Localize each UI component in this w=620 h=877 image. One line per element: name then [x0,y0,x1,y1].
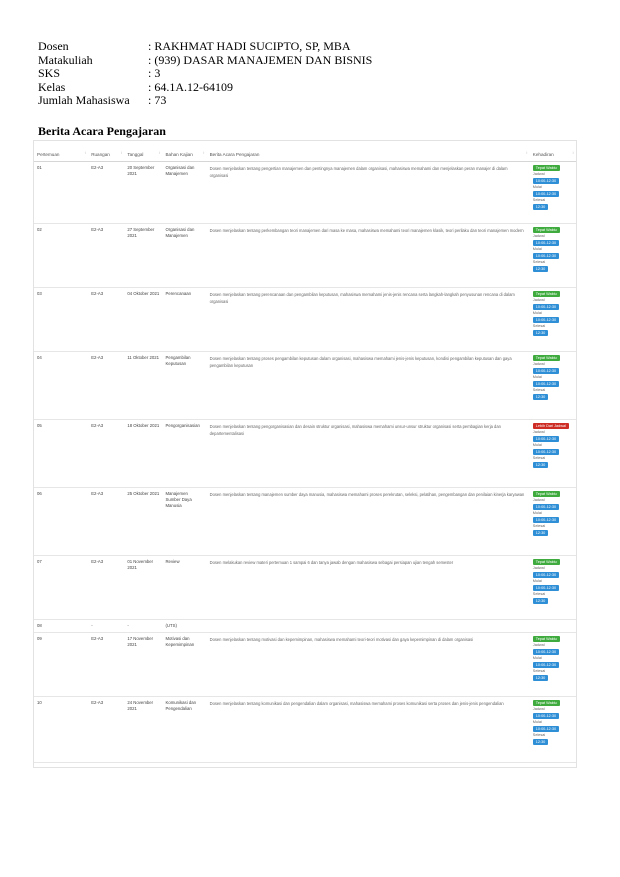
attendance-info [533,165,573,210]
attendance-info [533,291,573,336]
cell-kehadiran [530,223,576,287]
status-badge: Tepat Waktu [533,227,560,233]
jadwal-label: Jadwal [532,706,545,711]
table-row [34,696,576,762]
cell-bahan-kajian: Review [165,558,180,564]
info-row [38,81,598,95]
column-header-ruangan[interactable]: Ruangan ↕ [88,141,124,161]
column-header-berita-acara[interactable]: Berita Acara Pengajaran ↕ [207,141,530,161]
mulai-label: Mulai [532,374,542,379]
jadwal-time-badge: 10:00-12:30 [533,368,559,374]
cell-berita-acara: Dosen menjelaskan tentang perencanaan dan pengambilan keputusan, mahasiswa memahami jenis-jenis rencana serta langkah-langkah penyusunan rencana di dalam organisasi [209,291,515,304]
mulai-time-badge: 10:00-12:30 [533,253,559,259]
info-label: Dosen [38,39,69,53]
cell-tanggal: 27 September 2021 [127,226,155,238]
table-header-row [34,141,576,161]
selesai-label: Selesai [532,387,546,392]
cell-ruangan: - [91,622,93,628]
cell-tanggal: 25 Oktober 2021 [127,490,160,496]
table-row [34,419,576,487]
selesai-time-badge: 12:30 [533,530,549,536]
jadwal-time-badge: 10:00-12:30 [533,436,559,442]
cell-ruangan: E2-A3 [91,164,104,170]
table-row [34,555,576,619]
cell-ruangan: E2-A3 [91,699,104,705]
cell-ruangan: E2-A3 [91,635,104,641]
cell-bahan-kajian: Komunikasi dan Pengendalian [165,699,197,711]
cell-kehadiran [530,351,576,419]
mulai-label: Mulai [532,442,542,447]
status-badge: Tepat Waktu [533,291,560,297]
jadwal-time-badge: 10:00-12:30 [533,178,559,184]
cell-ruangan: E2-A3 [91,422,104,428]
selesai-time-badge: 12:30 [533,394,549,400]
mulai-time-badge: 10:00-12:30 [533,726,559,732]
cell-tanggal: - [127,622,129,628]
mulai-time-badge: 10:00-12:30 [533,191,559,197]
info-value: : 73 [148,93,167,107]
attendance-info [533,355,573,400]
info-row [38,54,598,68]
selesai-label: Selesai [532,323,546,328]
table-row [34,287,576,351]
mulai-time-badge: 10:00-12:30 [533,317,559,323]
cell-pertemuan: 02 [37,226,42,232]
cell-berita-acara: Dosen menjelaskan tentang manajemen sumber daya manusia, mahasiswa memahami proses perekrutan, seleksi, pelatihan, pengembangan dan penilaian kinerja karyawan [209,491,525,497]
cell-kehadiran [530,619,576,632]
jadwal-label: Jadwal [532,361,545,366]
jadwal-label: Jadwal [532,429,545,434]
cell-pertemuan: 03 [37,290,42,296]
jadwal-time-badge: 10:00-12:30 [533,713,559,719]
status-badge: Tepat Waktu [533,355,560,361]
cell-tanggal: 11 Oktober 2021 [127,354,160,360]
mulai-time-badge: 10:00-12:30 [533,449,559,455]
mulai-label: Mulai [532,719,542,724]
mulai-label: Mulai [532,246,542,251]
info-value: : 64.1A.12-64109 [148,79,233,94]
sort-icon: ↕ [120,149,123,155]
attendance-info [533,491,573,536]
jadwal-time-badge: 10:00-12:30 [533,504,559,510]
info-value: : 3 [148,66,161,80]
attendance-info [533,700,573,745]
jadwal-label: Jadwal [532,171,545,176]
cell-pertemuan: 04 [37,354,42,360]
jadwal-time-badge: 10:00-12:30 [533,240,559,246]
cell-ruangan: E2-A3 [91,558,104,564]
attendance-info [533,559,573,604]
mulai-label: Mulai [532,655,542,660]
cell-pertemuan: 01 [37,164,42,170]
column-header-bahan-kajian[interactable]: Bahan Kajian ↕ [162,141,206,161]
status-badge: Tepat Waktu [533,636,560,642]
selesai-time-badge: 12:30 [533,266,549,272]
cell-berita-acara: Dosen menjelaskan tentang motivasi dan kepemimpinan, mahasiswa memahami teori-teori motivasi dan gaya kepemimpinan di dalam organisasi [209,636,474,642]
cell-kehadiran [530,419,576,487]
jadwal-time-badge: 10:00-12:30 [533,304,559,310]
mulai-time-badge: 10:00-12:30 [533,585,559,591]
cell-ruangan: E2-A3 [91,290,104,296]
cell-berita-acara: Dosen menjelaskan tentang perkembangan teori manajemen dari masa ke masa, mahasiswa memahami teori manajemen klasik, teori perilaku dan teori manajemen modern [209,227,524,233]
cell-pertemuan: 06 [37,490,42,496]
cell-ruangan: E2-A3 [91,354,104,360]
info-value: : RAKHMAT HADI SUCIPTO, SP, MBA [148,39,351,53]
table-row [34,161,576,223]
cell-bahan-kajian: Perencanaan [165,290,192,296]
selesai-time-badge: 12:30 [533,598,549,604]
sort-icon: ↕ [525,149,528,155]
cell-bahan-kajian: Motivasi dan Kepemimpinan [165,635,195,647]
info-label: Matakuliah [38,52,93,67]
sort-icon: ↕ [84,149,87,155]
cell-kehadiran [530,487,576,555]
cell-kehadiran [530,287,576,351]
status-badge: Tepat Waktu [533,165,560,171]
cell-tanggal: 17 November 2021 [127,635,154,647]
info-row [38,40,598,54]
mulai-label: Mulai [532,510,542,515]
mulai-time-badge: 10:00-12:30 [533,662,559,668]
cell-ruangan: E2-A3 [91,490,104,496]
jadwal-label: Jadwal [532,642,545,647]
cell-tanggal: 01 November 2021 [127,558,154,570]
mulai-label: Mulai [532,578,542,583]
mulai-time-badge: 10:00-12:30 [533,517,559,523]
mulai-time-badge: 10:00-12:30 [533,381,559,387]
jadwal-time-badge: 10:00-12:30 [533,649,559,655]
status-badge: Lebih Dari Jadwal [533,423,569,429]
cell-tanggal: 20 September 2021 [127,164,155,176]
selesai-label: Selesai [532,197,546,202]
attendance-table-container [33,140,577,768]
selesai-time-badge: 12:30 [533,675,549,681]
cell-pertemuan: 10 [37,699,42,705]
attendance-info [533,636,573,681]
column-header-tanggal[interactable]: Tanggal ↕ [124,141,162,161]
cell-kehadiran [530,555,576,619]
cell-bahan-kajian: Pengambilan Keputusan [165,354,191,366]
info-label: Kelas [38,79,66,94]
selesai-label: Selesai [532,591,546,596]
jadwal-label: Jadwal [532,565,545,570]
cell-berita-acara: Dosen menjelaskan tentang proses pengambilan keputusan dalam organisasi, mahasiswa memahami jenis-jenis keputusan, kondisi pengambilan keputusan dan gaya pengambilan keputusan [209,355,512,368]
attendance-info [533,423,573,468]
sort-icon: ↕ [158,149,161,155]
sort-icon: ↕ [572,149,574,155]
mulai-label: Mulai [532,184,542,189]
cell-bahan-kajian: Organisasi dan Manajemen [165,226,195,238]
info-row [38,67,598,81]
selesai-label: Selesai [532,732,546,737]
cell-berita-acara: Dosen menjelaskan tentang pengertian manajemen dan pentingnya manajemen dalam organisasi, mahasiswa memahami dan menjelaskan peran manajer di dalam organisasi [209,165,508,178]
jadwal-label: Jadwal [532,233,545,238]
status-badge: Tepat Waktu [533,700,560,706]
selesai-label: Selesai [532,259,546,264]
table-body [34,161,576,762]
cell-ruangan: E2-A3 [91,226,104,232]
section-title: Berita Acara Pengajaran [38,124,166,138]
cell-pertemuan: 09 [37,635,42,641]
selesai-time-badge: 12:30 [533,739,549,745]
selesai-label: Selesai [532,455,546,460]
selesai-label: Selesai [532,668,546,673]
table-row [34,351,576,419]
table-row [34,619,576,632]
selesai-time-badge: 12:30 [533,330,549,336]
info-row [38,94,598,108]
cell-kehadiran [530,161,576,223]
cell-tanggal: 24 November 2021 [127,699,154,711]
selesai-time-badge: 12:30 [533,204,549,210]
attendance-table [34,141,576,763]
info-label: SKS [38,66,61,80]
cell-berita-acara: Dosen melakukan review materi pertemuan 1 sampai 6 dan tanya jawab dengan mahasiswa sebagai persiapan ujian tengah semester [209,559,454,565]
table-row [34,632,576,696]
cell-berita-acara: Dosen menjelaskan tentang komunikasi dan pengendalian dalam organisasi, mahasiswa memahami proses komunikasi serta proses dan jenis-jenis pengendalian [209,700,504,706]
info-value: : (939) DASAR MANAJEMEN DAN BISNIS [148,52,373,67]
cell-tanggal: 18 Oktober 2021 [127,422,160,428]
cell-berita-acara: Dosen menjelaskan tentang pengorganisasian dan desain struktur organisasi, mahasiswa memahami unsur-unsur struktur organisasi serta pembagian kerja dan departementalisasi [209,423,501,436]
selesai-label: Selesai [532,523,546,528]
cell-pertemuan: 05 [37,422,42,428]
table-row [34,487,576,555]
cell-pertemuan: 07 [37,558,42,564]
cell-bahan-kajian: Manajemen Sumber Daya Manusia [165,490,192,508]
cell-bahan-kajian: Organisasi dan Manajemen [165,164,195,176]
cell-kehadiran [530,696,576,762]
cell-pertemuan: 08 [37,622,42,628]
column-header-pertemuan[interactable]: Pertemuan ↕ [34,141,88,161]
cell-bahan-kajian: (UTS) [165,622,177,628]
table-row [34,223,576,287]
mulai-label: Mulai [532,310,542,315]
cell-bahan-kajian: Pengorganisasian [165,422,200,428]
course-info-header [38,40,598,108]
column-header-kehadiran[interactable]: Kehadiran ↕ [530,141,576,161]
cell-kehadiran [530,632,576,696]
info-label: Jumlah Mahasiswa [38,93,130,107]
jadwal-time-badge: 10:00-12:30 [533,572,559,578]
attendance-info [533,227,573,272]
jadwal-label: Jadwal [532,497,545,502]
cell-tanggal: 04 Oktober 2021 [127,290,160,296]
status-badge: Tepat Waktu [533,559,560,565]
selesai-time-badge: 12:30 [533,462,549,468]
jadwal-label: Jadwal [532,297,545,302]
status-badge: Tepat Waktu [533,491,560,497]
sort-icon: ↕ [202,149,205,155]
cell-berita-acara [207,619,530,632]
